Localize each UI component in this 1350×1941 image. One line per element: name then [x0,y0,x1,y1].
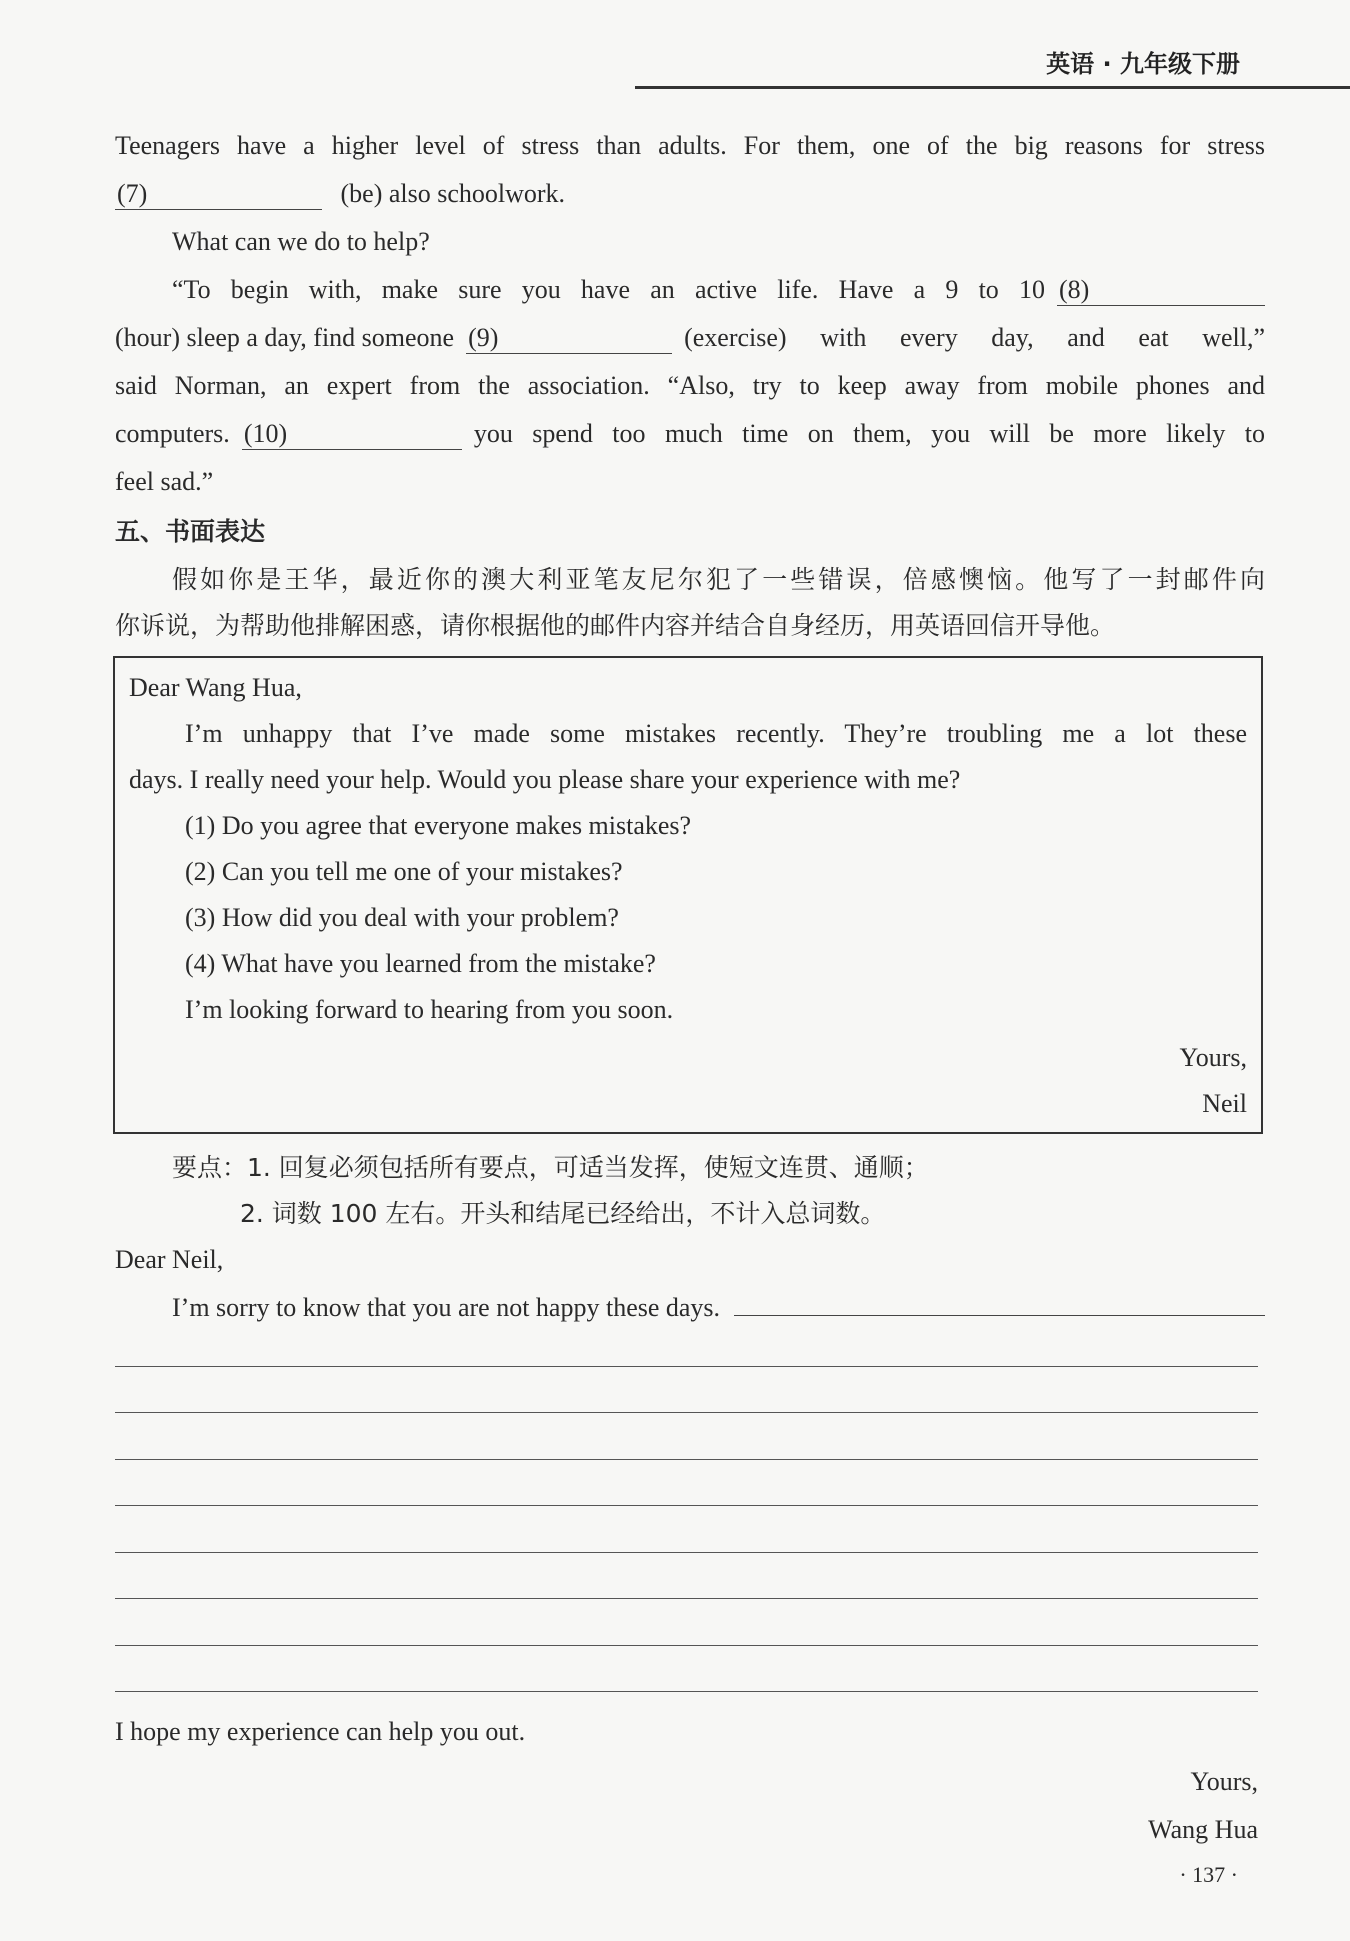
passage-line-7-text-b: you spend too much time on them, you will be more likely to [473,419,1265,448]
reply-signature: Wang Hua [1148,1815,1258,1844]
reply-opening-text: I’m sorry to know that you are not happy these days. [172,1293,721,1322]
blank-10[interactable] [242,419,462,450]
passage-line-2-rest: (be) also schoolwork. [340,179,566,208]
passage-line-4 [172,270,1265,310]
passage-line-5-text-b: (exercise) with every day, and eat well,” [684,323,1265,352]
answer-line-7[interactable] [115,1645,1258,1646]
header-title: 英语 · 九年级下册 [1046,50,1240,78]
answer-line-0[interactable] [734,1315,1265,1316]
passage-line-4-text: “To begin with, make sure you have an active life. Have a 9 to 10 [172,275,1045,304]
passage-line-6: said Norman, an expert from the association. “Also, try to keep away from mobile phones and [115,371,1265,400]
answer-line-6[interactable] [115,1598,1258,1599]
passage-line-5-text-a: (hour) sleep a day, find someone [115,323,455,352]
passage-line-1: Teenagers have a higher level of stress than adults. For them, one of the big reasons for stress [115,131,1265,160]
answer-line-2[interactable] [115,1412,1258,1413]
reply-signoff: Yours, [1190,1767,1258,1796]
answer-line-5[interactable] [115,1552,1258,1553]
section-title: 五、书面表达 [115,517,266,546]
reply-opening-line [172,1288,1265,1328]
neil-letter-box [113,656,1263,1134]
blank-7[interactable] [115,179,322,210]
neil-letter-greeting: Dear Wang Hua, [129,673,302,702]
passage-line-5 [115,318,1265,358]
blank-8-number: (8) [1059,275,1090,304]
passage-line-3: What can we do to help? [172,227,430,256]
blank-9-number: (9) [468,323,499,352]
blank-9[interactable] [466,323,672,354]
page-number: · 137 · [1179,1862,1238,1887]
passage-line-2 [115,174,1265,214]
answer-line-1[interactable] [115,1366,1258,1367]
neil-letter-signature: Neil [1202,1089,1247,1118]
instruction-line-2: 你诉说，为帮助他排解困惑，请你根据他的邮件内容并结合自身经历，用英语回信开导他。 [115,611,1116,640]
passage-line-7 [115,414,1265,454]
reply-closing: I hope my experience can help you out. [115,1717,526,1746]
blank-7-number: (7) [117,179,148,208]
header-rule [635,86,1350,89]
neil-letter-body-1: I’m unhappy that I’ve made some mistakes recently. They’re troubling me a lot these [185,719,1247,748]
instruction-line-1: 假如你是王华，最近你的澳大利亚笔友尼尔犯了一些错误，倍感懊恼。他写了一封邮件向 [172,565,1265,594]
answer-line-8[interactable] [115,1691,1258,1692]
neil-letter-question-1: (1) Do you agree that everyone makes mistakes? [185,811,692,840]
passage-line-8: feel sad.” [115,467,214,496]
neil-letter-signoff: Yours, [1179,1043,1247,1072]
reply-greeting: Dear Neil, [115,1245,224,1274]
neil-letter-question-3: (3) How did you deal with your problem? [185,903,619,932]
neil-letter-question-4: (4) What have you learned from the mistake? [185,949,656,978]
answer-line-4[interactable] [115,1505,1258,1506]
neil-letter-question-2: (2) Can you tell me one of your mistakes? [185,857,623,886]
neil-letter-body-2: days. I really need your help. Would you please share your experience with me? [129,765,961,794]
answer-line-3[interactable] [115,1459,1258,1460]
passage-line-7-text-a: computers. [115,419,230,448]
blank-8[interactable] [1057,275,1265,306]
blank-10-number: (10) [243,419,288,448]
requirement-1: 要点：1. 回复必须包括所有要点，可适当发挥，使短文连贯、通顺； [172,1153,929,1182]
neil-letter-closing: I’m looking forward to hearing from you soon. [185,995,674,1024]
requirement-2: 2. 词数 100 左右。开头和结尾已经给出，不计入总词数。 [240,1199,886,1228]
